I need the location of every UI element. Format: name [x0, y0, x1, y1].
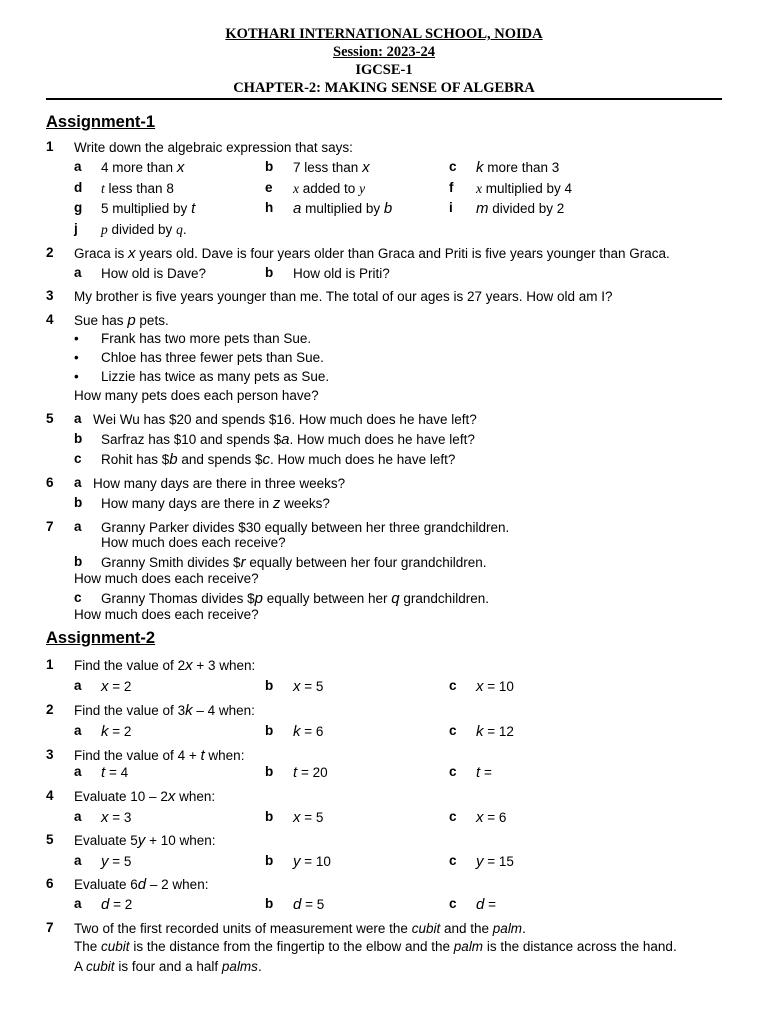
- question-text: Evaluate 5y + 10 when:: [74, 832, 216, 849]
- option-text: x multiplied by 4: [476, 181, 573, 196]
- question-text: Find the value of 2x + 3 when:: [74, 657, 256, 674]
- option-text: y = 15: [476, 853, 514, 870]
- header-divider: [46, 98, 722, 100]
- option-text: t less than 8: [101, 181, 174, 196]
- question-text: Find the value of 4 + t when:: [74, 747, 245, 764]
- question-number: 7: [46, 920, 54, 935]
- question-text: Write down the algebraic expression that says:: [74, 140, 353, 155]
- option-label: b: [265, 764, 274, 779]
- option-label: f: [449, 180, 454, 195]
- option-text: x added to y: [293, 181, 366, 196]
- option-text: k = 12: [476, 723, 514, 740]
- option-text: x = 5: [293, 809, 324, 826]
- option-label: c: [449, 723, 457, 738]
- option-text: How much does each receive?: [101, 535, 286, 550]
- session-line: Session: 2023-24: [333, 44, 435, 60]
- option-label: a: [74, 411, 82, 426]
- question-number: 5: [46, 832, 54, 847]
- option-label: c: [449, 159, 457, 174]
- option-label: d: [74, 180, 83, 195]
- option-label: b: [265, 678, 274, 693]
- question-text: Evaluate 6d – 2 when:: [74, 876, 209, 893]
- list-item: Lizzie has twice as many pets as Sue.: [101, 369, 330, 384]
- question-number: 6: [46, 475, 54, 490]
- option-label: h: [265, 200, 274, 215]
- option-label: c: [449, 764, 457, 779]
- option-label: b: [265, 896, 274, 911]
- option-label: a: [74, 475, 82, 490]
- option-text: 7 less than x: [293, 159, 370, 176]
- option-text: How many days are there in z weeks?: [101, 495, 330, 512]
- list-item: Chloe has three fewer pets than Sue.: [101, 350, 324, 365]
- option-label: a: [74, 809, 82, 824]
- option-text: k more than 3: [476, 159, 560, 176]
- question-number: 1: [46, 139, 54, 154]
- option-label: b: [265, 723, 274, 738]
- option-label: a: [74, 265, 82, 280]
- question-text: Sue has p pets.: [74, 312, 169, 329]
- option-text: t = 20: [293, 764, 328, 781]
- option-text: 5 multiplied by t: [101, 200, 196, 217]
- question-number: 7: [46, 519, 54, 534]
- question-number: 4: [46, 312, 54, 327]
- option-label: c: [449, 853, 457, 868]
- option-text: x = 10: [476, 678, 514, 695]
- option-label: i: [449, 200, 453, 215]
- option-label: b: [74, 431, 83, 446]
- option-text: Wei Wu has $20 and spends $16. How much does he have left?: [93, 412, 477, 427]
- option-label: c: [74, 590, 82, 605]
- question-text: Find the value of 3k – 4 when:: [74, 702, 255, 719]
- option-text: How old is Priti?: [293, 266, 390, 281]
- option-text: t =: [476, 764, 492, 781]
- option-text: How much does each receive?: [74, 607, 259, 622]
- option-text: Granny Smith divides $r equally between her four grandchildren.: [101, 554, 487, 571]
- option-text: k = 6: [293, 723, 324, 740]
- question-number: 5: [46, 411, 54, 426]
- school-name: KOTHARI INTERNATIONAL SCHOOL, NOIDA: [225, 26, 543, 42]
- question-text: My brother is five years younger than me. The total of our ages is 27 years. How old am I?: [74, 289, 613, 304]
- option-label: j: [74, 221, 78, 236]
- option-label: a: [74, 853, 82, 868]
- question-number: 3: [46, 288, 54, 303]
- option-text: Granny Parker divides $30 equally between her three grandchildren.: [101, 520, 510, 535]
- question-text: The cubit is the distance from the fingertip to the elbow and the palm is the distance across the hand.: [74, 939, 677, 954]
- option-text: How much does each receive?: [74, 571, 259, 586]
- option-label: b: [265, 265, 274, 280]
- option-text: 4 more than x: [101, 159, 185, 176]
- option-label: a: [74, 678, 82, 693]
- option-text: How old is Dave?: [101, 266, 207, 281]
- option-label: a: [74, 519, 82, 534]
- grade-line: IGCSE-1: [355, 62, 413, 78]
- option-text: d = 2: [101, 896, 133, 913]
- option-label: b: [265, 853, 274, 868]
- option-text: y = 10: [293, 853, 331, 870]
- question-text: Two of the first recorded units of measurement were the cubit and the palm.: [74, 921, 526, 936]
- question-number: 3: [46, 747, 54, 762]
- option-text: m divided by 2: [476, 200, 565, 217]
- option-label: a: [74, 896, 82, 911]
- option-label: c: [449, 896, 457, 911]
- option-label: b: [265, 159, 274, 174]
- option-label: c: [74, 451, 82, 466]
- option-label: e: [265, 180, 273, 195]
- option-label: g: [74, 200, 83, 215]
- question-number: 1: [46, 657, 54, 672]
- option-label: b: [74, 495, 83, 510]
- question-number: 2: [46, 702, 54, 717]
- option-label: b: [74, 554, 83, 569]
- bullet-icon: •: [74, 350, 79, 365]
- option-text: d =: [476, 896, 496, 913]
- option-label: a: [74, 159, 82, 174]
- question-text: How many pets does each person have?: [74, 388, 319, 403]
- question-text: A cubit is four and a half palms.: [74, 959, 262, 974]
- option-text: x = 2: [101, 678, 132, 695]
- option-text: Rohit has $b and spends $c. How much does he have left?: [101, 451, 456, 468]
- option-text: p divided by q.: [101, 222, 187, 237]
- option-text: k = 2: [101, 723, 132, 740]
- list-item: Frank has two more pets than Sue.: [101, 331, 312, 346]
- bullet-icon: •: [74, 369, 79, 384]
- question-text: Evaluate 10 – 2x when:: [74, 788, 216, 805]
- chapter-title: CHAPTER-2: MAKING SENSE OF ALGEBRA: [233, 80, 535, 96]
- question-text: Graca is x years old. Dave is four years older than Graca and Priti is five years younger than Graca.: [74, 245, 670, 262]
- option-text: Granny Thomas divides $p equally between her q grandchildren.: [101, 590, 489, 607]
- option-label: a: [74, 723, 82, 738]
- option-text: Sarfraz has $10 and spends $a. How much does he have left?: [101, 431, 475, 448]
- option-label: c: [449, 809, 457, 824]
- option-text: x = 3: [101, 809, 132, 826]
- question-number: 2: [46, 245, 54, 260]
- option-text: t = 4: [101, 764, 129, 781]
- bullet-icon: •: [74, 331, 79, 346]
- option-text: a multiplied by b: [293, 200, 393, 217]
- question-number: 6: [46, 876, 54, 891]
- assignment-1-heading: Assignment-1: [46, 113, 156, 131]
- question-number: 4: [46, 788, 54, 803]
- option-text: How many days are there in three weeks?: [93, 476, 346, 491]
- option-text: y = 5: [101, 853, 132, 870]
- option-label: c: [449, 678, 457, 693]
- option-text: x = 6: [476, 809, 507, 826]
- option-label: a: [74, 764, 82, 779]
- option-text: d = 5: [293, 896, 325, 913]
- option-label: b: [265, 809, 274, 824]
- assignment-2-heading: Assignment-2: [46, 629, 156, 647]
- option-text: x = 5: [293, 678, 324, 695]
